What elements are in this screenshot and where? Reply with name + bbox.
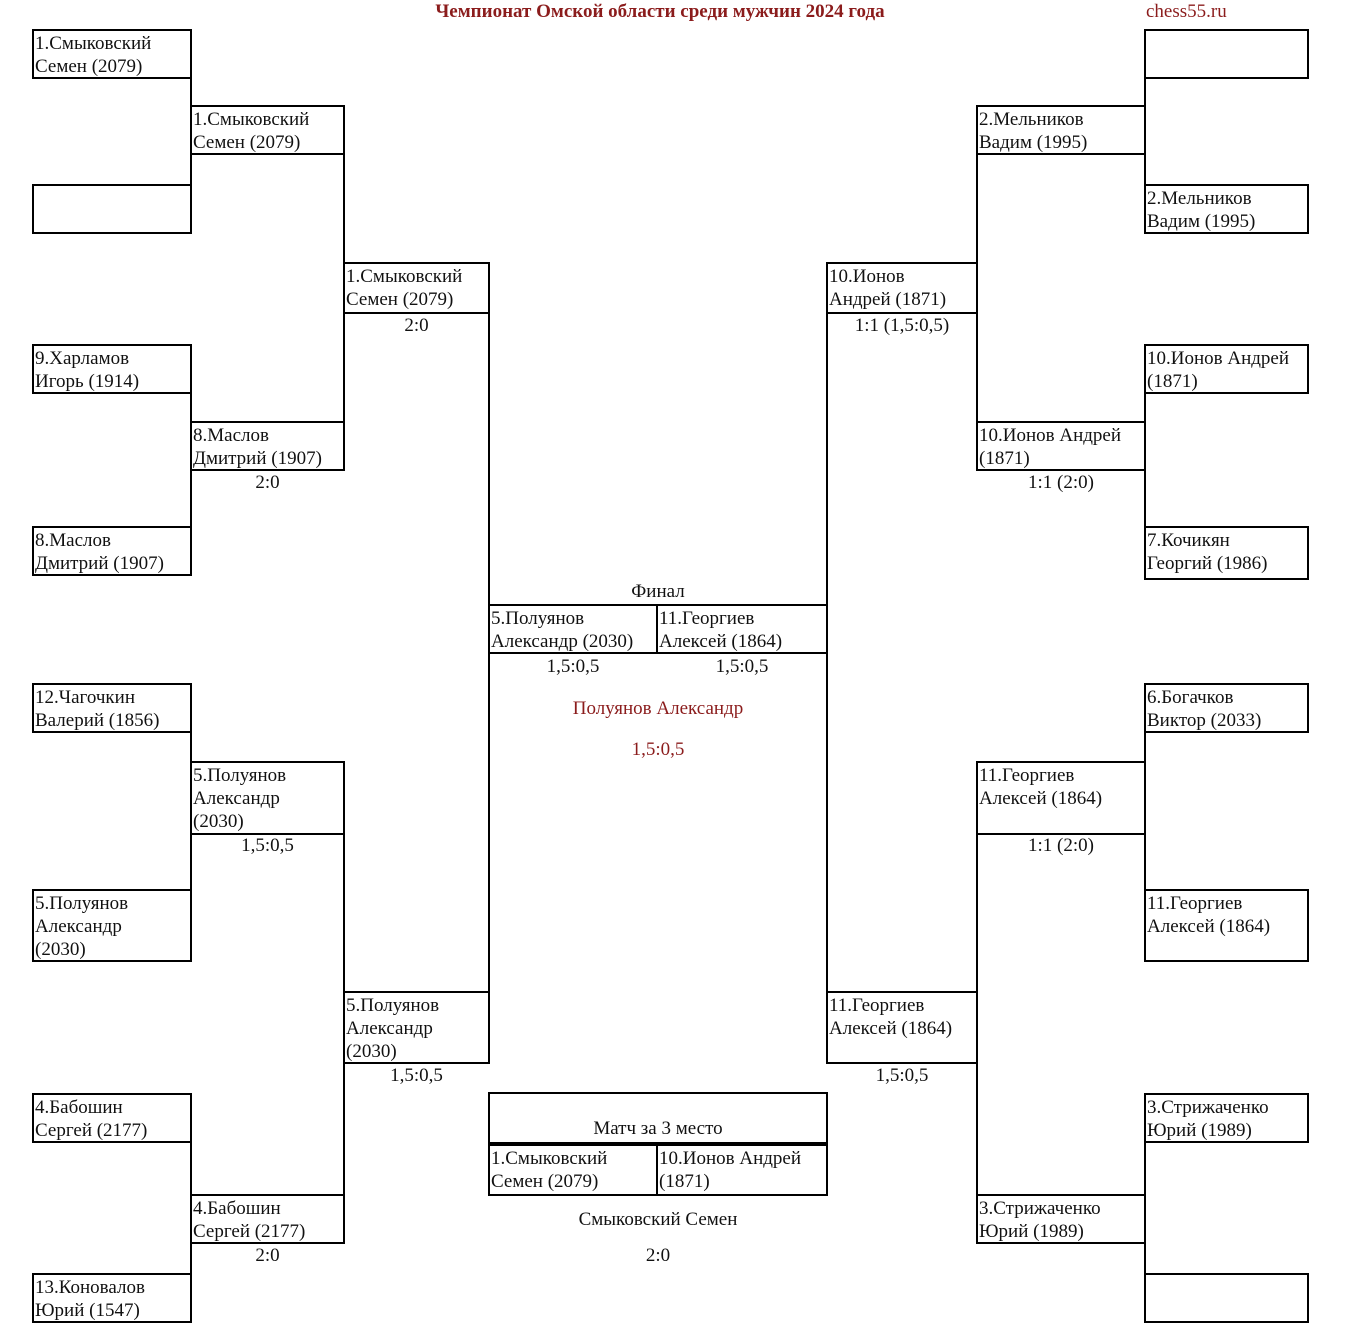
right-r2-score-2: 1:1 (2:0) (1028, 472, 1094, 493)
right-r1-slot-5: 6.Богачков Виктор (2033) (1144, 683, 1309, 733)
left-r1-slot-6: 5.Полуянов Александр (2030) (32, 889, 192, 962)
third-place-score: 2:0 (645, 1245, 671, 1266)
right-r2-slot-3: 11.Георгиев Алексей (1864) (976, 761, 1146, 835)
right-r2-slot-2: 10.Ионов Андрей (1871) (976, 421, 1146, 471)
left-r1-slot-1: 1.Смыковский Семен (2079) (32, 29, 192, 79)
right-r1-slot-8 (1144, 1273, 1309, 1323)
right-r3-score-1: 1:1 (1,5:0,5) (854, 315, 950, 336)
left-r3-score-1: 2:0 (404, 315, 429, 336)
right-r2-slot-4: 3.Стрижаченко Юрий (1989) (976, 1194, 1146, 1244)
final-score-1: 1,5:0,5 (546, 656, 600, 677)
right-r3-slot-1: 10.Ионов Андрей (1871) (826, 262, 978, 314)
right-r3-slot-2: 11.Георгиев Алексей (1864) (826, 991, 978, 1064)
final-winner-score: 1,5:0,5 (631, 739, 685, 760)
left-r2-slot-1: 1.Смыковский Семен (2079) (190, 105, 345, 155)
right-r1-slot-7: 3.Стрижаченко Юрий (1989) (1144, 1093, 1309, 1143)
final-winner: Полуянов Александр (572, 698, 744, 719)
right-r1-slot-4: 7.Кочикян Георгий (1986) (1144, 526, 1309, 580)
left-r1-slot-5: 12.Чагочкин Валерий (1856) (32, 683, 192, 733)
right-r1-slot-3: 10.Ионов Андрей (1871) (1144, 344, 1309, 394)
third-place-player-2: 10.Ионов Андрей (1871) (656, 1144, 828, 1196)
third-place-winner: Смыковский Семен (578, 1209, 738, 1230)
left-r1-slot-3: 9.Харламов Игорь (1914) (32, 344, 192, 394)
left-r1-slot-7: 4.Бабошин Сергей (2177) (32, 1093, 192, 1143)
left-r3-slot-2: 5.Полуянов Александр (2030) (343, 991, 490, 1064)
left-r1-slot-8: 13.Коновалов Юрий (1547) (32, 1273, 192, 1323)
third-place-header (488, 1092, 828, 1144)
right-r1-slot-6: 11.Георгиев Алексей (1864) (1144, 889, 1309, 962)
right-r2-slot-1: 2.Мельников Вадим (1995) (976, 105, 1146, 155)
left-r2-slot-3: 5.Полуянов Александр (2030) (190, 761, 345, 835)
right-r1-slot-1 (1144, 29, 1309, 79)
left-r2-score-4: 2:0 (255, 1245, 280, 1266)
final-label: Финал (631, 581, 685, 602)
site-link[interactable]: chess55.ru (1146, 1, 1227, 22)
final-player-1: 5.Полуянов Александр (2030) (488, 604, 658, 654)
right-r2-score-3: 1:1 (2:0) (1028, 835, 1094, 856)
third-place-label: Матч за 3 место (593, 1118, 723, 1139)
left-r3-score-2: 1,5:0,5 (390, 1065, 443, 1086)
left-r2-slot-4: 4.Бабошин Сергей (2177) (190, 1194, 345, 1244)
third-place-player-1: 1.Смыковский Семен (2079) (488, 1144, 658, 1196)
final-player-2: 11.Георгиев Алексей (1864) (656, 604, 828, 654)
page-title: Чемпионат Омской области среди мужчин 2024 года (435, 1, 885, 22)
right-r3-score-2: 1,5:0,5 (875, 1065, 929, 1086)
left-r2-score-2: 2:0 (255, 472, 280, 493)
final-score-2: 1,5:0,5 (715, 656, 769, 677)
left-r3-slot-1: 1.Смыковский Семен (2079) (343, 262, 490, 314)
left-r2-score-3: 1,5:0,5 (241, 835, 294, 856)
left-r1-slot-2 (32, 184, 192, 234)
left-r2-slot-2: 8.Маслов Дмитрий (1907) (190, 421, 345, 471)
right-r1-slot-2: 2.Мельников Вадим (1995) (1144, 184, 1309, 234)
left-r1-slot-4: 8.Маслов Дмитрий (1907) (32, 526, 192, 576)
